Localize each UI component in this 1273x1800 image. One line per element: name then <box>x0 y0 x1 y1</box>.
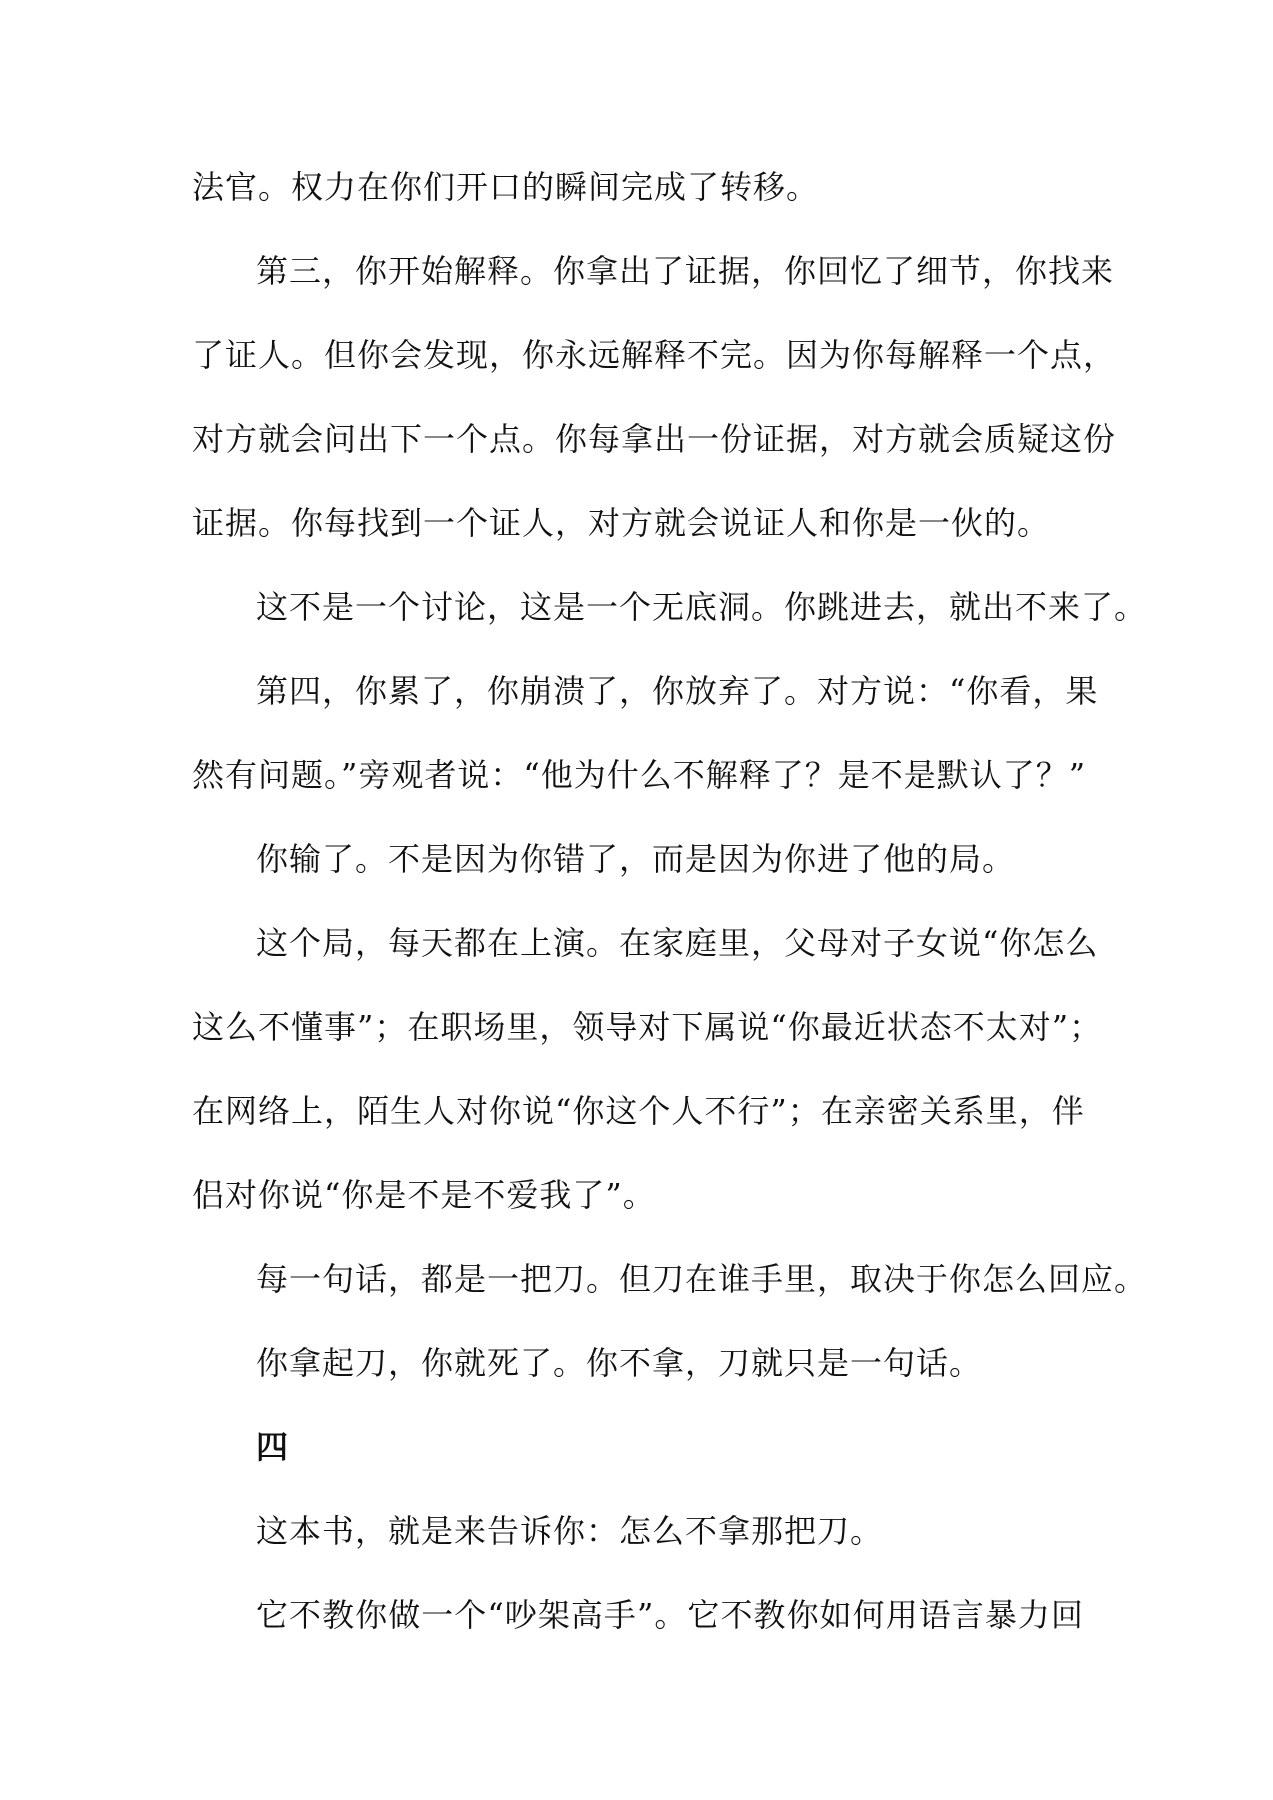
text-line: 证据。你每找到一个证人，对方就会说证人和你是一伙的。 <box>192 504 1051 542</box>
section-heading: 四 <box>256 1428 290 1466</box>
text-line: 了证人。但你会发现，你永远解释不完。因为你每解释一个点， <box>192 336 1117 374</box>
text-line: 侣对你说“你是不是不爱我了”。 <box>192 1176 656 1214</box>
document-page <box>192 167 1148 1679</box>
text-line: 每一句话，都是一把刀。但刀在谁手里，取决于你怎么回应。 <box>256 1260 1148 1298</box>
text-line: 这个局，每天都在上演。在家庭里，父母对子女说“你怎么 <box>256 924 1099 962</box>
text-line: 这不是一个讨论，这是一个无底洞。你跳进去，就出不来了。 <box>256 588 1148 626</box>
text-line: 你输了。不是因为你错了，而是因为你进了他的局。 <box>256 840 1016 878</box>
text-line: 这本书，就是来告诉你：怎么不拿那把刀。 <box>256 1512 884 1550</box>
text-line: 第三，你开始解释。你拿出了证据，你回忆了细节，你找来 <box>256 252 1115 290</box>
text-line: 法官。权力在你们开口的瞬间完成了转移。 <box>192 168 820 206</box>
text-line: 你拿起刀，你就死了。你不拿，刀就只是一句话。 <box>256 1344 983 1382</box>
text-line: 第四，你累了，你崩溃了，你放弃了。对方说：“你看，果 <box>256 672 1099 710</box>
text-line: 它不教你做一个“吵架高手”。它不教你如何用语言暴力回 <box>256 1596 1084 1634</box>
text-line: 在网络上，陌生人对你说“你这个人不行”；在亲密关系里，伴 <box>192 1092 1085 1130</box>
text-line: 这么不懂事”；在职场里，领导对下属说“你最近状态不太对”； <box>192 1008 1103 1046</box>
text-line: 对方就会问出下一个点。你每拿出一份证据，对方就会质疑这份 <box>192 420 1117 458</box>
text-line: 然有问题。”旁观者说：“他为什么不解释了？是不是默认了？” <box>192 756 1087 794</box>
